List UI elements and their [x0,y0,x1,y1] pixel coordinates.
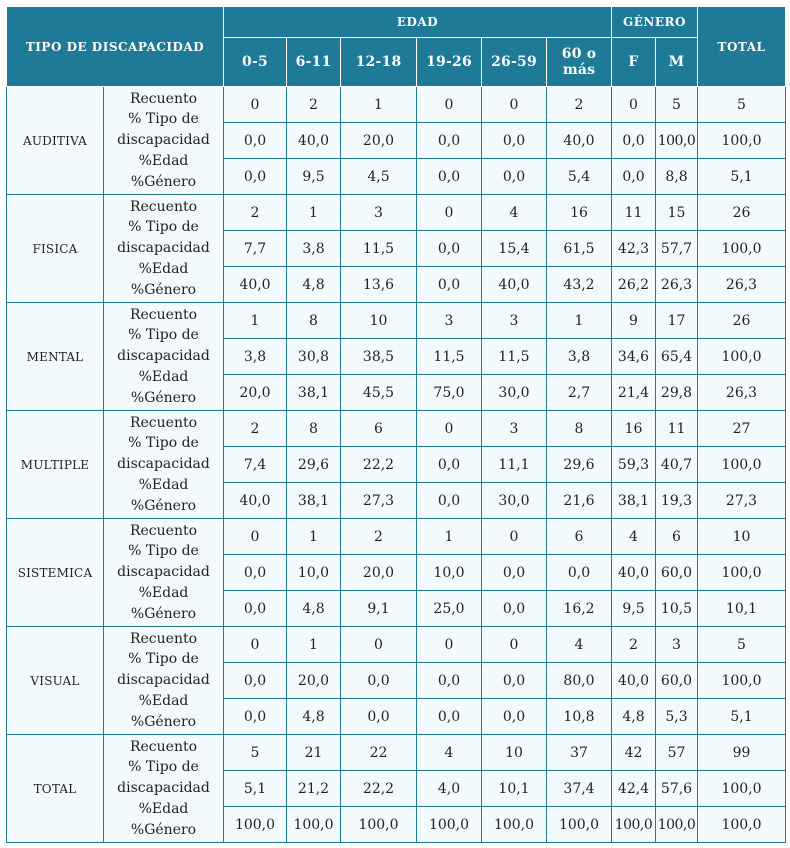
table-row [7,195,786,231]
cell-f: 0,0 [612,123,656,159]
cell-m: 65,4 [656,339,698,375]
cell-26-59: 0 [482,627,547,663]
cell-0-5: 0,0 [224,663,287,699]
table-row [7,303,786,339]
cell-m: 26,3 [656,267,698,303]
cell-60-o-mas: 16 [547,195,612,231]
cell-f: 40,0 [612,663,656,699]
cell-m: 8,8 [656,159,698,195]
measure-labels [104,87,224,195]
cell-6-11: 4,8 [287,699,341,735]
measure-line: Recuento [129,522,198,539]
cell-60-o-mas: 4 [547,627,612,663]
measure-line: Recuento [129,306,198,323]
cell-0-5: 0 [224,519,287,555]
cell-19-26: 0,0 [417,699,482,735]
cell-f: 16 [612,411,656,447]
cell-total: 100,0 [698,663,786,699]
cell-m: 5 [656,87,698,123]
measure-line: Recuento [129,198,198,215]
cell-f: 2 [612,627,656,663]
cell-0-5: 0,0 [224,159,287,195]
cell-0-5: 1 [224,303,287,339]
cell-m: 19,3 [656,483,698,519]
category-label: FISICA [7,195,104,303]
cell-0-5: 20,0 [224,375,287,411]
cell-12-18: 0,0 [341,663,417,699]
table-row [7,87,786,123]
cell-12-18: 22,2 [341,771,417,807]
category-label: VISUAL [7,627,104,735]
cell-19-26: 4 [417,735,482,771]
cell-19-26: 0 [417,411,482,447]
header-total: TOTAL [698,7,786,87]
cell-60-o-mas: 1 [547,303,612,339]
cell-60-o-mas: 3,8 [547,339,612,375]
measure-line: %Género [130,713,197,730]
cell-12-18: 100,0 [341,807,417,843]
measure-line: % Tipo de [128,435,199,452]
measure-line: %Género [130,281,197,298]
cell-26-59: 40,0 [482,267,547,303]
cell-f: 21,4 [612,375,656,411]
table-row [7,627,786,663]
cell-f: 42,4 [612,771,656,807]
measure-line: %Género [130,173,197,190]
measure-line: discapacidad [117,240,210,257]
header-edad-12-18: 12-18 [341,38,417,87]
cell-m: 40,7 [656,447,698,483]
cell-total: 5 [698,87,786,123]
cell-12-18: 0 [341,627,417,663]
cell-26-59: 15,4 [482,231,547,267]
cell-total: 5 [698,627,786,663]
cell-12-18: 38,5 [341,339,417,375]
cell-total: 100,0 [698,771,786,807]
cell-60-o-mas: 43,2 [547,267,612,303]
cell-m: 60,0 [656,663,698,699]
cell-6-11: 21,2 [287,771,341,807]
cell-total: 26 [698,303,786,339]
cell-f: 100,0 [612,807,656,843]
cell-26-59: 0,0 [482,555,547,591]
header-edad-19-26: 19-26 [417,38,482,87]
cell-12-18: 20,0 [341,555,417,591]
cell-total: 10 [698,519,786,555]
cell-0-5: 40,0 [224,267,287,303]
measure-line: %Edad [138,584,189,601]
cell-60-o-mas: 29,6 [547,447,612,483]
cell-60-o-mas: 2 [547,87,612,123]
cell-6-11: 2 [287,87,341,123]
cell-26-59: 30,0 [482,375,547,411]
cell-26-59: 100,0 [482,807,547,843]
measure-line: Recuento [129,630,198,647]
cell-19-26: 1 [417,519,482,555]
cell-26-59: 10 [482,735,547,771]
cell-6-11: 20,0 [287,663,341,699]
measure-line: %Edad [138,800,189,817]
measure-line: %Edad [138,476,189,493]
cell-26-59: 0,0 [482,159,547,195]
cell-total: 100,0 [698,231,786,267]
cell-0-5: 0,0 [224,123,287,159]
cell-6-11: 1 [287,519,341,555]
cell-19-26: 10,0 [417,555,482,591]
cell-12-18: 22,2 [341,447,417,483]
cell-19-26: 0,0 [417,231,482,267]
cell-19-26: 4,0 [417,771,482,807]
cell-12-18: 27,3 [341,483,417,519]
cell-19-26: 0,0 [417,483,482,519]
cell-12-18: 0,0 [341,699,417,735]
table-row [7,411,786,447]
cell-6-11: 40,0 [287,123,341,159]
measure-labels [104,519,224,627]
cell-total: 27,3 [698,483,786,519]
measure-line: %Género [130,605,197,622]
header-60-line1: 60 o [561,46,597,62]
cell-60-o-mas: 2,7 [547,375,612,411]
cell-19-26: 0,0 [417,267,482,303]
cell-total: 5,1 [698,699,786,735]
cell-19-26: 100,0 [417,807,482,843]
header-edad-0-5: 0-5 [224,38,287,87]
measure-line: discapacidad [117,132,210,149]
cell-f: 9,5 [612,591,656,627]
cell-26-59: 3 [482,411,547,447]
cell-total: 10,1 [698,591,786,627]
cell-6-11: 9,5 [287,159,341,195]
cell-0-5: 0,0 [224,699,287,735]
header-genero: GÉNERO [612,7,698,38]
cell-m: 5,3 [656,699,698,735]
cell-12-18: 9,1 [341,591,417,627]
header-tipo-discapacidad: TIPO DE DISCAPACIDAD [7,7,224,87]
cell-26-59: 0,0 [482,699,547,735]
cell-26-59: 4 [482,195,547,231]
cell-60-o-mas: 80,0 [547,663,612,699]
cell-total: 5,1 [698,159,786,195]
measure-line: % Tipo de [128,219,199,236]
header-edad-26-59: 26-59 [482,38,547,87]
cell-6-11: 30,8 [287,339,341,375]
cell-19-26: 0 [417,195,482,231]
cell-f: 11 [612,195,656,231]
cell-f: 42,3 [612,231,656,267]
measure-line: %Edad [138,152,189,169]
cell-26-59: 0 [482,519,547,555]
cell-19-26: 0,0 [417,447,482,483]
cell-total: 100,0 [698,123,786,159]
cell-12-18: 2 [341,519,417,555]
cell-0-5: 7,4 [224,447,287,483]
measure-line: % Tipo de [128,327,199,344]
cell-6-11: 4,8 [287,591,341,627]
cell-total: 99 [698,735,786,771]
cell-19-26: 0,0 [417,123,482,159]
category-label: AUDITIVA [7,87,104,195]
cell-0-5: 2 [224,195,287,231]
cell-m: 29,8 [656,375,698,411]
cell-60-o-mas: 40,0 [547,123,612,159]
cell-19-26: 75,0 [417,375,482,411]
cell-total: 100,0 [698,447,786,483]
measure-line: Recuento [129,414,198,431]
cell-m: 17 [656,303,698,339]
cell-12-18: 3 [341,195,417,231]
cell-60-o-mas: 61,5 [547,231,612,267]
measure-line: Recuento [129,738,198,755]
cell-f: 38,1 [612,483,656,519]
cell-0-5: 0 [224,627,287,663]
cell-12-18: 22 [341,735,417,771]
cell-f: 4 [612,519,656,555]
cell-26-59: 0,0 [482,123,547,159]
measure-line: %Edad [138,260,189,277]
cell-0-5: 0 [224,87,287,123]
table-row [7,735,786,771]
cell-0-5: 5 [224,735,287,771]
measure-labels [104,303,224,411]
cell-0-5: 40,0 [224,483,287,519]
table-body [7,87,786,843]
cell-0-5: 100,0 [224,807,287,843]
cell-60-o-mas: 6 [547,519,612,555]
cell-12-18: 4,5 [341,159,417,195]
table-row [7,519,786,555]
measure-line: discapacidad [117,780,210,797]
cell-12-18: 45,5 [341,375,417,411]
cell-6-11: 29,6 [287,447,341,483]
header-genero-f: F [612,38,656,87]
cell-19-26: 0 [417,627,482,663]
cell-60-o-mas: 8 [547,411,612,447]
cell-12-18: 11,5 [341,231,417,267]
cell-f: 4,8 [612,699,656,735]
cell-f: 40,0 [612,555,656,591]
cell-6-11: 1 [287,627,341,663]
header-genero-m: M [656,38,698,87]
measure-line: %Edad [138,692,189,709]
measure-line: %Género [130,821,197,838]
cell-m: 57 [656,735,698,771]
cell-m: 57,7 [656,231,698,267]
category-label: TOTAL [7,735,104,843]
cell-f: 26,2 [612,267,656,303]
cell-12-18: 1 [341,87,417,123]
cell-0-5: 7,7 [224,231,287,267]
cell-total: 26,3 [698,375,786,411]
cell-60-o-mas: 0,0 [547,555,612,591]
disability-crosstab-table [6,6,786,843]
cell-total: 100,0 [698,555,786,591]
measure-line: %Género [130,497,197,514]
cell-0-5: 5,1 [224,771,287,807]
measure-line: discapacidad [117,348,210,365]
cell-12-18: 20,0 [341,123,417,159]
category-label: SISTEMICA [7,519,104,627]
cell-19-26: 3 [417,303,482,339]
cell-12-18: 13,6 [341,267,417,303]
cell-19-26: 11,5 [417,339,482,375]
header-60-line2: más [562,62,596,78]
cell-19-26: 0,0 [417,663,482,699]
cell-total: 100,0 [698,807,786,843]
cell-26-59: 3 [482,303,547,339]
category-label: MULTIPLE [7,411,104,519]
cell-26-59: 10,1 [482,771,547,807]
measure-line: discapacidad [117,564,210,581]
measure-line: Recuento [129,90,198,107]
cell-60-o-mas: 100,0 [547,807,612,843]
measure-line: discapacidad [117,672,210,689]
cell-26-59: 0,0 [482,591,547,627]
cell-12-18: 6 [341,411,417,447]
cell-6-11: 21 [287,735,341,771]
cell-26-59: 0,0 [482,663,547,699]
cell-6-11: 8 [287,411,341,447]
cell-0-5: 3,8 [224,339,287,375]
cell-60-o-mas: 16,2 [547,591,612,627]
header-edad-6-11: 6-11 [287,38,341,87]
measure-labels [104,195,224,303]
cell-6-11: 4,8 [287,267,341,303]
cell-6-11: 8 [287,303,341,339]
cell-60-o-mas: 21,6 [547,483,612,519]
cell-19-26: 0,0 [417,159,482,195]
header-edad: EDAD [224,7,612,38]
cell-m: 60,0 [656,555,698,591]
cell-m: 11 [656,411,698,447]
cell-26-59: 0 [482,87,547,123]
cell-f: 34,6 [612,339,656,375]
measure-line: %Edad [138,368,189,385]
cell-m: 57,6 [656,771,698,807]
cell-total: 27 [698,411,786,447]
cell-60-o-mas: 10,8 [547,699,612,735]
cell-total: 26 [698,195,786,231]
measure-labels [104,627,224,735]
cell-60-o-mas: 37 [547,735,612,771]
cell-26-59: 30,0 [482,483,547,519]
cell-19-26: 25,0 [417,591,482,627]
cell-m: 15 [656,195,698,231]
cell-f: 0,0 [612,159,656,195]
cell-0-5: 0,0 [224,591,287,627]
cell-f: 9 [612,303,656,339]
cell-6-11: 1 [287,195,341,231]
cell-f: 0 [612,87,656,123]
cell-m: 100,0 [656,807,698,843]
cell-m: 100,0 [656,123,698,159]
cell-m: 6 [656,519,698,555]
cell-m: 3 [656,627,698,663]
measure-line: % Tipo de [128,759,199,776]
measure-labels [104,411,224,519]
measure-labels [104,735,224,843]
cell-19-26: 0 [417,87,482,123]
cell-6-11: 38,1 [287,375,341,411]
measure-line: %Género [130,389,197,406]
cell-6-11: 10,0 [287,555,341,591]
cell-m: 10,5 [656,591,698,627]
measure-line: discapacidad [117,456,210,473]
cell-26-59: 11,1 [482,447,547,483]
category-label: MENTAL [7,303,104,411]
header-edad-60-o-mas [547,38,612,87]
cell-12-18: 10 [341,303,417,339]
measure-line: % Tipo de [128,111,199,128]
cell-total: 100,0 [698,339,786,375]
cell-6-11: 100,0 [287,807,341,843]
cell-total: 26,3 [698,267,786,303]
cell-60-o-mas: 5,4 [547,159,612,195]
measure-line: % Tipo de [128,651,199,668]
cell-f: 42 [612,735,656,771]
cell-26-59: 11,5 [482,339,547,375]
measure-line: % Tipo de [128,543,199,560]
cell-6-11: 38,1 [287,483,341,519]
cell-60-o-mas: 37,4 [547,771,612,807]
cell-6-11: 3,8 [287,231,341,267]
cell-f: 59,3 [612,447,656,483]
cell-0-5: 0,0 [224,555,287,591]
cell-0-5: 2 [224,411,287,447]
